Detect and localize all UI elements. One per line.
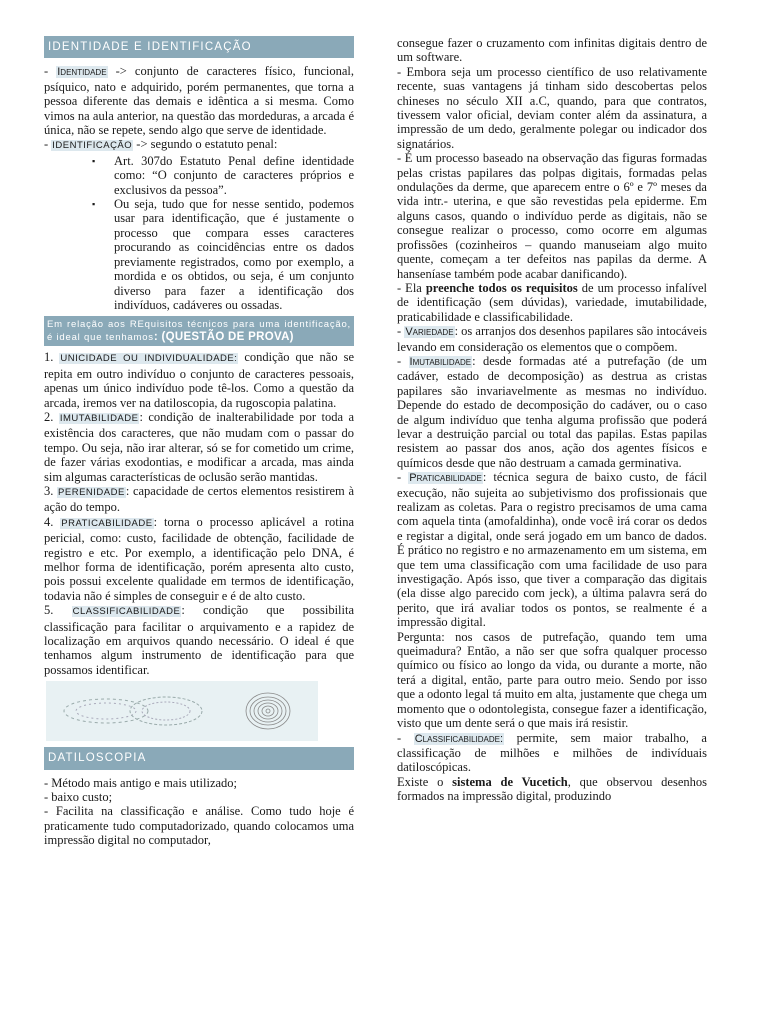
list-item: - baixo custo; — [44, 790, 113, 805]
paragraph-vucetich: Existe o sistema de Vucetich, que observou desenhos formados na impressão digital, produzindo — [397, 774, 707, 804]
section-title-requisitos: Em relação aos REquisitos técnicos para uma identificação, é ideal que tenhamos: (QUESTÃO DE PROVA) — [44, 316, 354, 346]
term-identificacao: IDENTIFICAÇÃO — [52, 140, 133, 152]
list-item: ▪ Art. 307do Estatuto Penal define identidade como: “O conjunto de caracteres próprios e exclusivos da pessoa”. — [114, 154, 354, 197]
left-column — [44, 30, 354, 848]
requisito-item: 2. IMUTABILIDADE: condição de inalterabilidade por toda a existência dos caracteres, que não mudam com o passar do tempo. Ou seja, não irar alterar, só se for cometido um crime, de fazer várias exodontias, e modificar a arcada, mas ainda sim algumas características de oclusão serão mantidas. — [44, 409, 354, 484]
section-title-datiloscopia: DATILOSCOPIA — [44, 747, 354, 769]
paragraph-variedade: - Variedade: os arranjos dos desenhos papilares são intocáveis levando em consideração os elementos que o compõem. — [397, 324, 707, 354]
paragraph-classificabilidade: - Classificabilidade: permite, sem maior trabalho, a classificação de milhões e milhões de indivíduais datiloscópicas. — [397, 730, 707, 775]
section-title-identidade: IDENTIDADE E IDENTIFICAÇÃO — [44, 36, 354, 58]
paragraph-praticabilidade: - Praticabilidade: técnica segura de baixo custo, de fácil execução, não sujeita ao subjetivismo dos profissionais que realizam as coletas. Para o registro precisamos de uma cama com aquela tinta (amofaldinha), onde você irá corar os dedos e registar a digital, onde será jogado em um banco de dados. É prático no registro e no armazenamento em um sistema, em que tem uma classificação com uma facilidade de uso para investigação. Após isso, que tiver a comparação das digitais (ela disse algo parecido com jeck), a última palavra será do perito, que irá avaliar todos os pontos, se realmente é a impressão digital. — [397, 470, 707, 630]
paragraph-imutabilidade: - Imutabilidade: desde formadas até a putrefação (de um cadáver, estado de decomposição) as destrua as cristas papilares são invariavelmente as mesmas no indivíduo. Depende do estado de decomposição do cadáver, ou o caso de algum indivíduo que tenha alguma profissão que poderá levar a destruição parcial ou total das papilas. Estas papilas resistem ao passar dos anos, ação dos agentes físicos e químicos desde que não destruam a camada germinativa. — [397, 353, 707, 470]
paragraph: - É um processo baseado na observação das figuras formadas pelas cristas papilares das polpas digitais, formadas pelas ondulações da derme, que aparecem entre o 6º e 7º meses da vida intr.- uterina, e que são revestidas pela epiderme. Em alguns casos, quando o indivíduo perde as digitais, não se consegue realizar o processo, como ocorre em algumas profissões (cozinheiros – quando manuseiam algo muito quente, começam a ter defeitos nas papilas da derme. A hanseníase também pode acabar danificando). — [397, 151, 707, 281]
requisito-item: 4. PRATICABILIDADE: torna o processo aplicável a rotina pericial, como: custo, facilidade de obtenção, facilidade de registro e etc. Por exemplo, a identificação pelo DNA, é melhor forma de identificação, porém apresenta alto custo, pois possui excelente qualidade em termos de identificação, todavia não é simples de conseguir e é de alto custo. — [44, 514, 355, 603]
paragraph-identidade: - Identidade -> conjunto de caracteres físico, funcional, psíquico, nato e adquirido, porém permanentes, que torna a pessoa diferente das demais e idêntica a si mesma. Como vimos na aula anterior, na questão das mordeduras, a arcada é única, não se repete, sendo algo que serve de identidade. — [44, 64, 354, 138]
fingerprint-image — [46, 681, 318, 741]
requisito-item: 3. PERENIDADE: capacidade de certos elementos resistirem à ação do tempo. — [44, 483, 354, 515]
requisito-item: 1. UNICIDADE OU INDIVIDUALIDADE: condição que não se repita em outro indivíduo o conjunto de caracteres pessoais, apenas um único indivíduo pode tê-los. Como a questão da arcada, iremos ver na datiloscopia, da rugoscopia palatina. — [44, 350, 354, 410]
fingerprint-illustration — [46, 681, 318, 741]
list-item: ▪ Ou seja, tudo que for nesse sentido, podemos usar para identificação, que é justamente o processo que compara esses caracteres procurando as coincidências entre os dados previamente registrados, como por exemplo, a mordida e os obtidos, ou seja, é um conjunto diverso para fazer a identificação dos indivíduos, cadáveres ou ossadas. — [114, 197, 354, 312]
paragraph: - Embora seja um processo científico de uso relativamente recente, suas vantagens já tinham sido descobertas pelos chineses no século XII a.C, quando, para que contratos, tivessem valor oficial, deviam conter além da assinatura, a impressão de um dedo, geralmente polegar ou indicador dos signatários. — [397, 64, 707, 151]
requisito-item: 5. CLASSIFICABILIDADE: condição que possibilita classificação para facilitar o arquivamento e a rapidez de localização em arquivos quando necessário. O ideal é que tenhamos algum instrumento de identificação para que possamos identificar. — [44, 603, 355, 677]
list-item: - Método mais antigo e mais utilizado; — [44, 775, 238, 790]
term-identidade: Identidade — [57, 66, 107, 79]
paragraph-identificacao: - IDENTIFICAÇÃO -> segundo o estatuto penal: — [44, 137, 278, 152]
paragraph-pergunta: Pergunta: nos casos de putrefação, quando tem uma queimadura? Então, a não ser que sofra qualquer processo químico ou físico ao longo da vida, ou durante a morte, não terá a digital, então, parte para outro meio. Sendo por isso que a odonto legal tá muito em alta, justamente que chega um momento que o odontolegista, consegue fazer a identificação, visto que um dente será o que mais irá resistir. — [397, 629, 707, 731]
paragraph-requisitos: - Ela preenche todos os requisitos de um processo infalível de identificação (sem dúvidas), variedade, imutabilidade, praticabilidade e classificabilidade. — [397, 280, 707, 324]
list-item: - Facilita na classificação e análise. Como tudo hoje é praticamente tudo computadorizado, quando colocamos uma impressão digital no computador, — [44, 804, 354, 848]
bullet-list — [44, 154, 354, 312]
paragraph: consegue fazer o cruzamento com infinitas digitais dentro de um software. — [397, 36, 707, 65]
right-column — [397, 36, 707, 804]
